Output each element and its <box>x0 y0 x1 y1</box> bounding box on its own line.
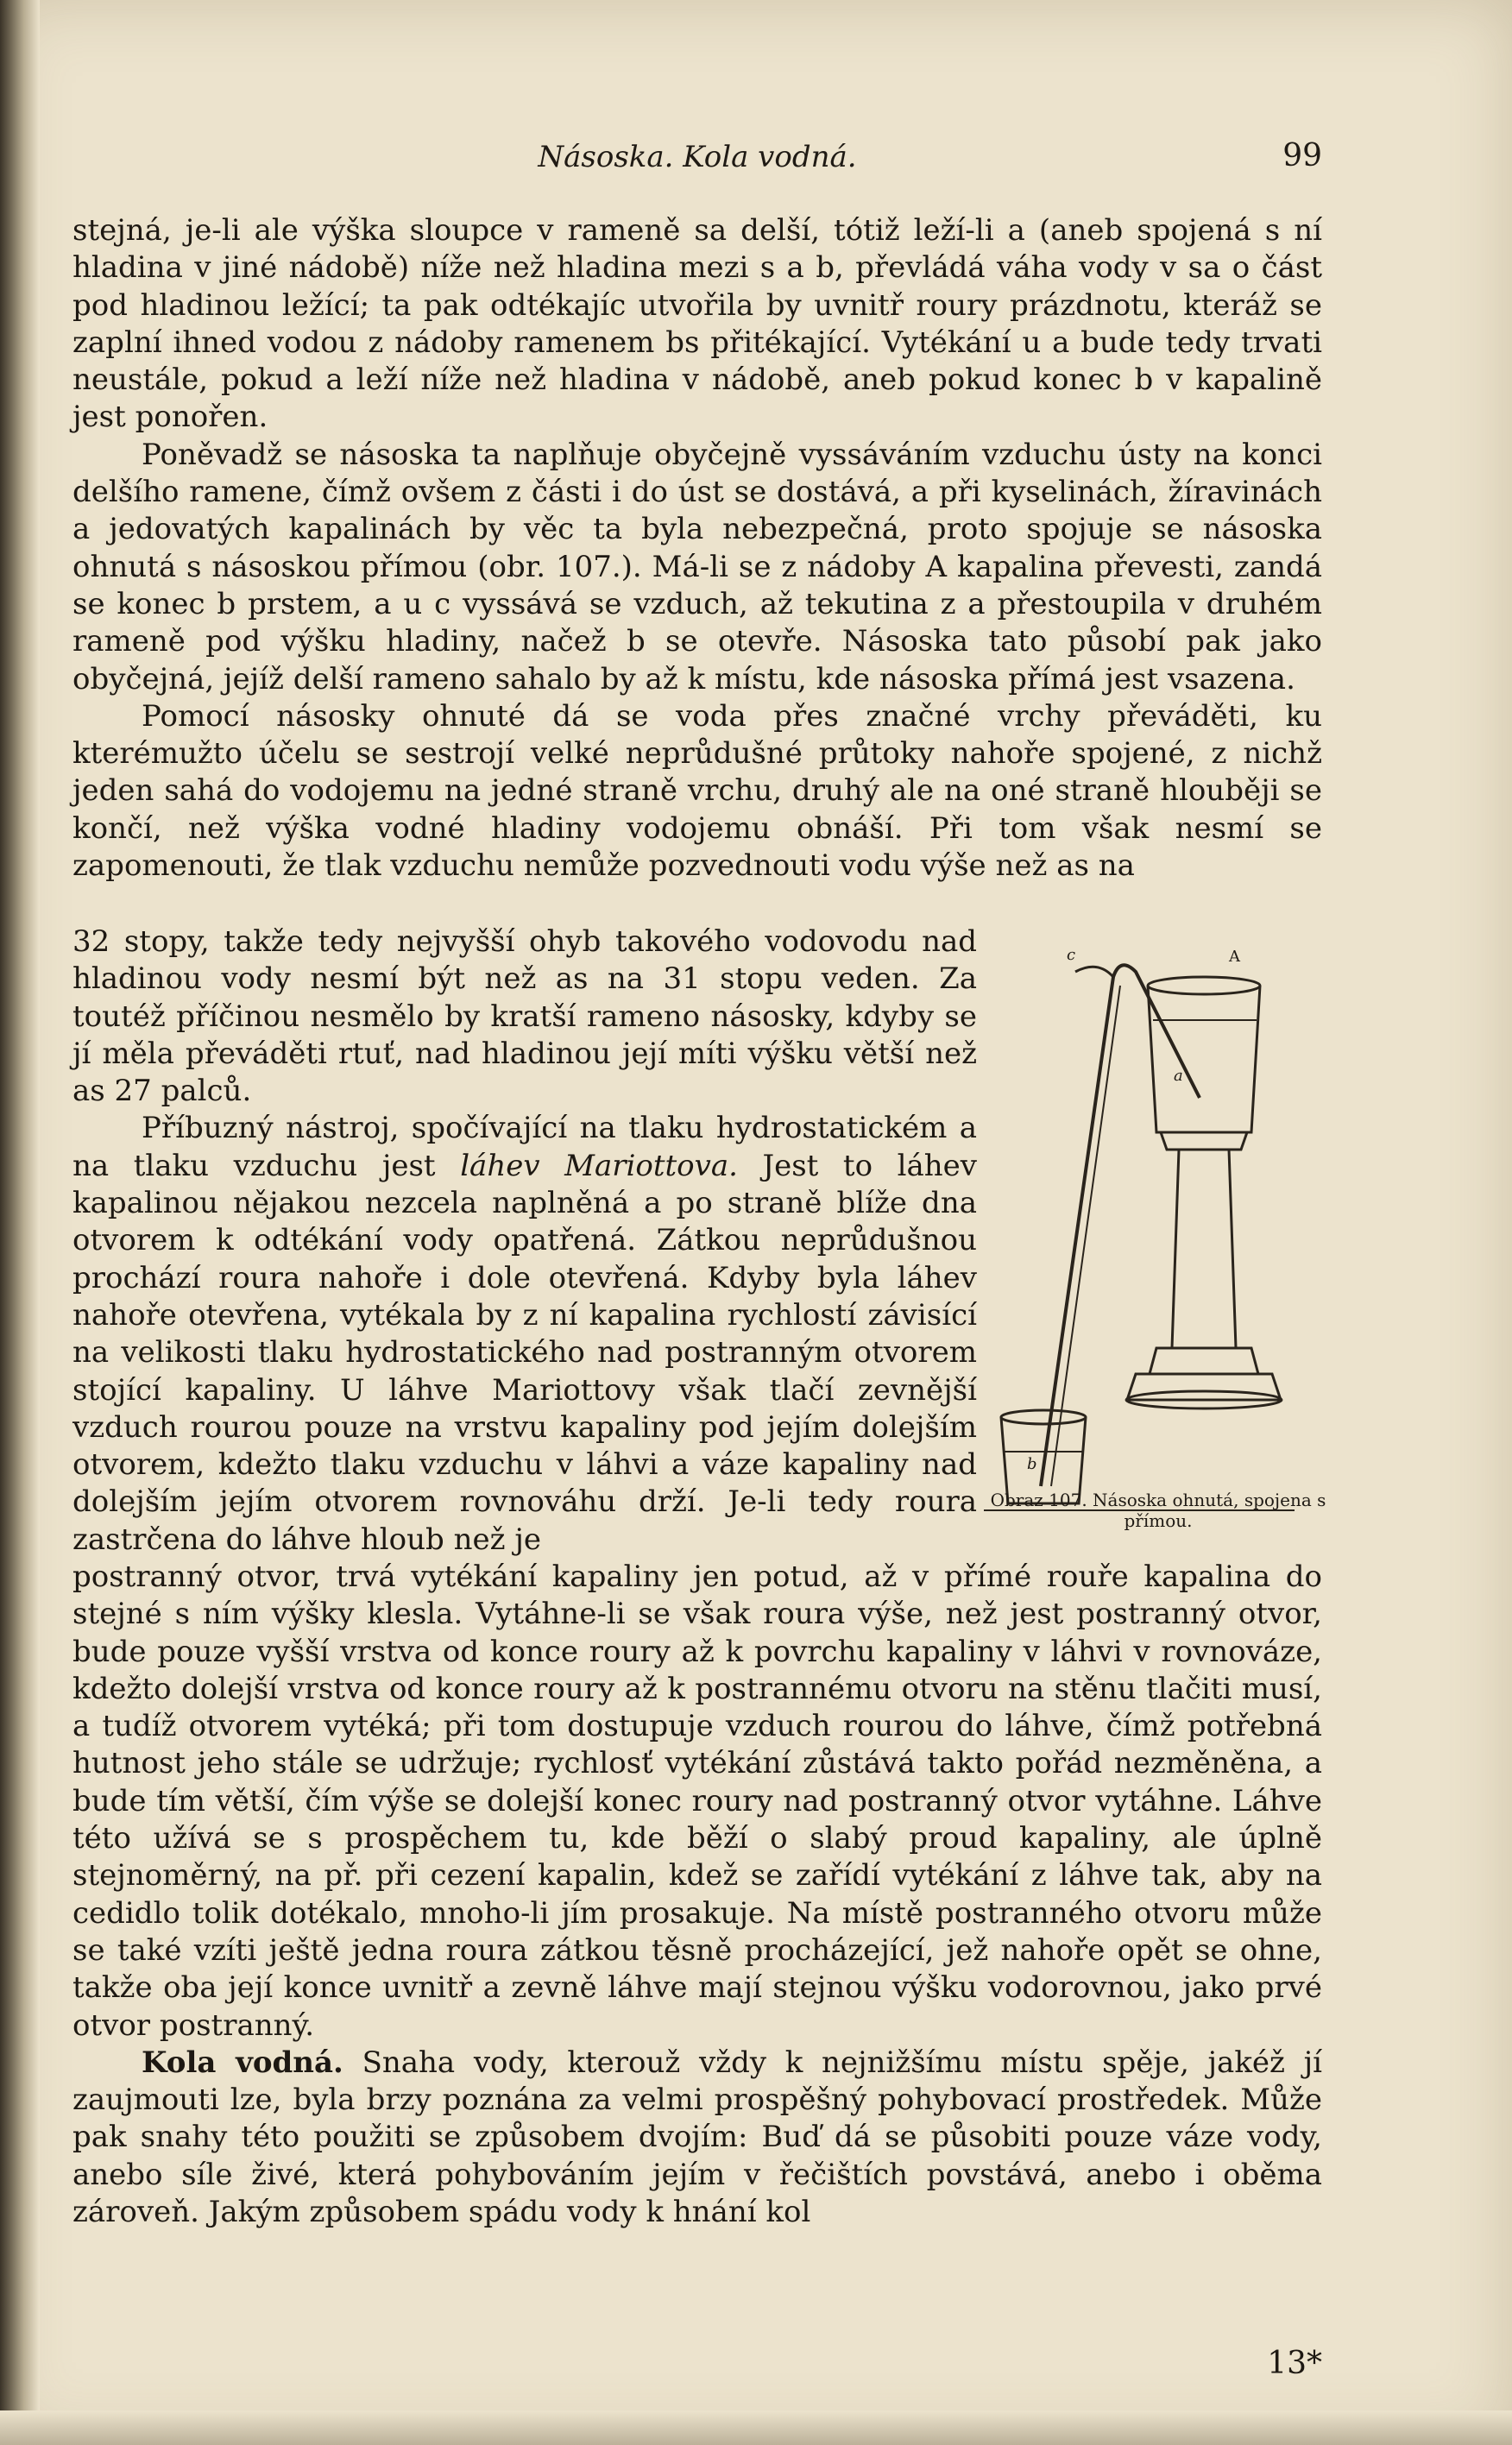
running-header <box>72 138 1322 178</box>
page-bottom-edge <box>0 2410 1512 2445</box>
figure-label-a: a <box>1174 1067 1183 1085</box>
paragraph <box>72 1110 977 1559</box>
figure-siphon-illustration <box>984 934 1329 1529</box>
running-title: Násoska. Kola vodná. <box>538 140 857 174</box>
text-block-bottom <box>72 1559 1322 2231</box>
paragraph: Pomocí násosky ohnuté dá se voda přes značné vrchy převáděti, ku kterémužto účelu se sestrojí velké neprůdušné průtoky nahoře spojené, z nichž jeden sahá do vodojemu na jedné straně vrchu, druhý ale na oné straně hlouběji se končí, než výška vodné hladiny vodojemu obnáší. Při tom však nesmí se zapomenouti, že tlak vzduchu nemůže pozvednouti vodu výše než as na <box>72 698 1322 884</box>
paragraph: postranný otvor, trvá vytékání kapaliny jen potud, až v přímé rouře kapalina do stejné s ním výšky klesla. Vytáhne-li se však roura výše, než jest postranný otvor, bude pouze vyšší vrstva od konce roury až k povrchu kapaliny v láhvi v rovnováze, kdežto dolejší vrstva od konce roury až k postrannému otvoru na stěnu tlačiti musí, a tudíž otvorem vytéká; při tom dostupuje vzduch rourou do láhve, čímž potřebná hutnost jeho stále se udržuje; rychlosť vytékání zůstává takto pořád nezměněna, a bude tím větší, čím výše se dolejší konec roury nad postranný otvor vytáhne. Láhve této užívá se s prospěchem tu, kde běží o slabý proud kapaliny, ale úplně stejnoměrný, na př. při cezení kapalin, kdež se zařídí vytékání z láhve tak, aby na cedidlo tolik dotékalo, mnoho-li jím prosakuje. Na místě postranného otvoru může se také vzíti ještě jedna roura zátkou těsně procházející, jež nahoře opět se ohne, takže oba její konce uvnitř a zevně láhve mají stejnou výšku vodorovnou, jako prvé otvor postranný. <box>72 1560 1322 2043</box>
figure-label-b: b <box>1027 1455 1037 1473</box>
paragraph-rest: Jest to láhev kapalinou nějakou nezcela naplněná a po straně blíže dna otvorem k odtékání vody opatřená. Zátkou neprůdušnou prochází roura nahoře i dole otevřená. Kdyby byla láhev nahoře otevřena, vytékala by z ní kapalina rychlostí závisící na velikosti tlaku hydrostatického nad postranným otvorem stojící kapaliny. U láhve Mariottovy však tlačí zevnější vzduch rourou pouze na vrstvu kapaliny pod jejím dolejším otvorem, kdežto tlaku vzduchu v láhvi a váze kapaliny nad dolejším jejím otvorem rovnováhu drží. Je-li tedy roura zastrčena do láhve hloub než je <box>72 1148 978 1557</box>
figure-label-A: A <box>1229 948 1240 966</box>
paragraph-lead: Příbuzný nástroj, spočívající na tlaku hydrostatickém a na tlaku vzduchu jest <box>72 1111 977 1183</box>
section-text: Snaha vody, kterouž vždy k nejnižšímu místu spěje, jakéž jí zaujmouti lze, byla brzy poznána za velmi prospěšný pohybovací prostředek. Může pak snahy této použiti se způsobem dvojím: Buď dá se působiti pouze váze vody, anebo síle živé, která pohybováním jejím v řečištích povstává, anebo i oběma zároveň. Jakým způsobem spádu vody k hnání kol <box>72 2045 1323 2230</box>
paragraph: stejná, je-li ale výška sloupce v rameně sa delší, tótiž leží-li a (aneb spojená s ní hladina v jiné nádobě) níže než hladina mezi s a b, převládá váha vody v sa o část pod hladinou ležící; ta pak odtékajíc utvořila by uvnitř roury prázdnotu, kteráž se zaplní ihned vodou z nádoby ramenem bs přitékající. Vytékání u a bude tedy trvati neustále, pokud a leží níže než hladina v nádobě, aneb pokud konec b v kapalině jest ponořen. <box>72 213 1322 435</box>
paragraph: 32 stopy, takže tedy nejvyšší ohyb takového vodovodu nad hladinou vody nesmí být než as na 31 stopu veden. Za toutéž příčinou nesmělo by kratší rameno násosky, kdyby se jí měla převáděti rtuť, nad hladinou její míti výšku větší než as 27 palců. <box>72 924 977 1109</box>
paragraph: Poněvadž se násoska ta naplňuje obyčejně vyssáváním vzduchu ústy na konci delšího ramene, čímž ovšem z části i do úst se dostává, a při kyselinách, žíravinách a jedovatých kapalinách by věc ta byla nebezpečná, proto spojuje se násoska ohnutá s násoskou přímou (obr. 107.). Má-li se z nádoby A kapalina převesti, zandá se konec b prstem, a u c vyssává se vzduch, až tekutina z a přestoupila v druhém rameně pod výšku hladiny, načež b se otevře. Násoska tato působí pak jako obyčejná, jejíž delší rameno sahalo by až k místu, kde násoska přímá jest vsazena. <box>72 437 1322 696</box>
text-block-beside-figure <box>72 923 977 1559</box>
page-number: 99 <box>1282 138 1322 173</box>
section-heading: Kola vodná. <box>142 2045 343 2080</box>
section-paragraph <box>72 2045 1322 2231</box>
figure-caption: Obraz 107. Násoska ohnutá, spojena s přímou. <box>990 1490 1326 1531</box>
figure-label-c: c <box>1067 946 1076 964</box>
page-spine-shadow <box>0 0 40 2445</box>
text-block-top <box>72 212 1322 885</box>
signature-mark: 13* <box>1267 2346 1322 2381</box>
term-mariotte-bottle: láhev Mariottova. <box>460 1148 738 1183</box>
